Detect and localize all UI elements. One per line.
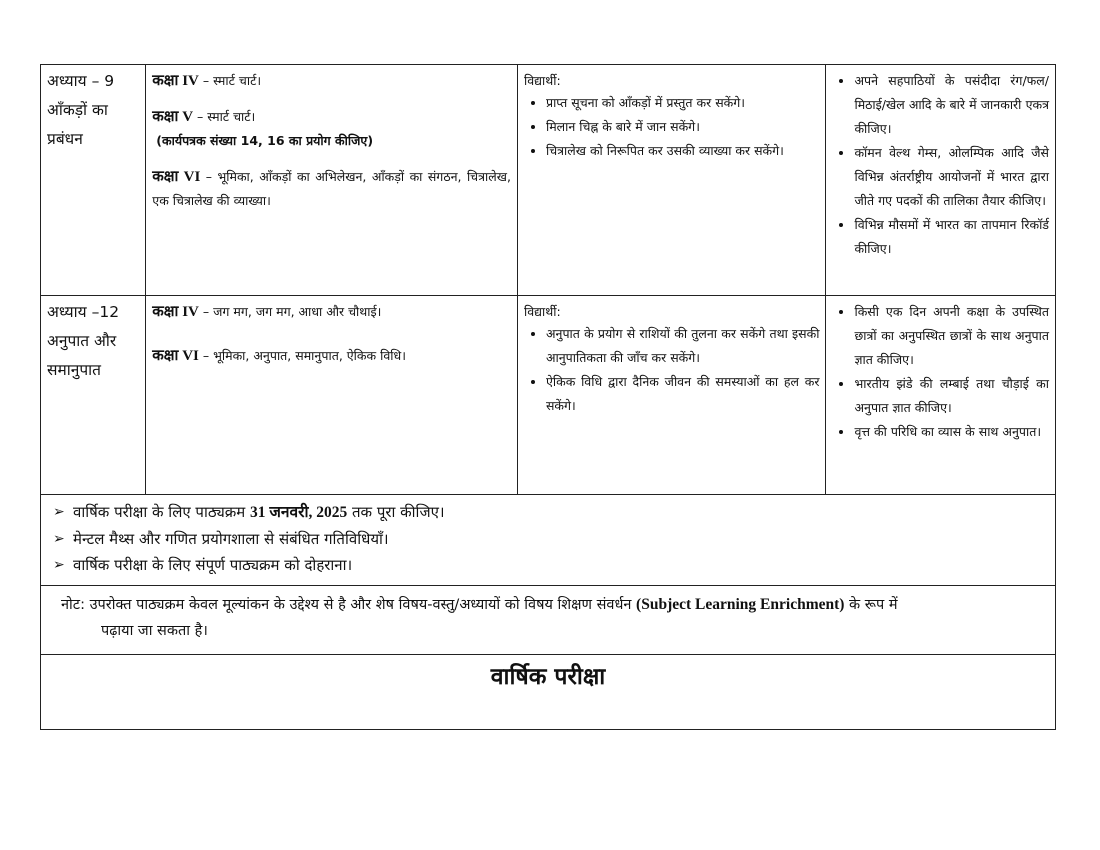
class-label: कक्षा VI: [152, 169, 201, 185]
final-heading-row: [41, 655, 1056, 730]
class-label: कक्षा IV: [152, 304, 199, 320]
list-item: • अनुपात के प्रयोग से राशियों की तुलना कर सकेंगे तथा इसकी आनुपातिकता की जाँच कर सकेंगे।: [546, 322, 820, 370]
class-text: – जग मग, जग मग, आधा और चौथाई।: [198, 304, 382, 319]
arrow-bullet-icon: ➢: [53, 531, 65, 547]
note-cell: [41, 586, 1056, 655]
list-item: • किसी एक दिन अपनी कक्षा के उपस्थित छात्रों का अनुपस्थित छात्रों के साथ अनुपात ज्ञात कीजिए।: [854, 300, 1049, 372]
deadline-date: 31 जनवरी, 2025: [250, 504, 348, 521]
instructions-cell: [41, 495, 1056, 586]
arrow-bullet-icon: ➢: [53, 557, 65, 573]
list-item: • विभिन्न मौसमों में भारत का तापमान रिकॉर्ड कीजिए।: [854, 213, 1049, 261]
syllabus-sheet: [40, 64, 1056, 730]
table-row-chapter-9: [41, 65, 1056, 296]
class-topic: [152, 300, 511, 324]
instructions-list: [53, 499, 1049, 578]
learning-outcomes-cell: [517, 296, 826, 495]
chapter-title-line: प्रबंधन: [47, 130, 83, 148]
chapter-title-line: समानुपात: [47, 361, 102, 379]
table-row-chapter-12: [41, 296, 1056, 495]
chapter-title-cell: [41, 296, 146, 495]
note-text-continued: पढ़ाया जा सकता है।: [101, 623, 208, 639]
outcomes-header: विद्यार्थी:: [523, 73, 561, 88]
activities-cell: [826, 65, 1056, 296]
class-text: – स्मार्ट चार्ट।: [193, 109, 256, 124]
final-heading-cell: [41, 655, 1056, 730]
class-topic: [152, 165, 511, 213]
class-topic: [152, 105, 511, 129]
activities-cell: [826, 296, 1056, 495]
chapter-title-line: अध्याय – 9: [47, 72, 115, 90]
class-text: – भूमिका, अनुपात, समानुपात, ऐकिक विधि।: [198, 348, 406, 363]
outcomes-list: [524, 91, 820, 163]
list-item: • ऐकिक विधि द्वारा दैनिक जीवन की समस्याओं का हल कर सकेंगे।: [546, 370, 820, 418]
list-item: ➢ वार्षिक परीक्षा के लिए संपूर्ण पाठ्यक्रम को दोहराना।: [53, 552, 1049, 578]
chapter-title-cell: [41, 65, 146, 296]
class-label: कक्षा V: [152, 109, 194, 125]
activities-list: [832, 69, 1049, 261]
list-item: • प्राप्त सूचना को आँकड़ों में प्रस्तुत कर सकेंगे।: [546, 91, 820, 115]
worksheet-note: (कार्यपत्रक संख्या 14, 16 का प्रयोग कीजिए): [156, 133, 374, 148]
note-row: [41, 586, 1056, 655]
chapter-title-line: आँकड़ों का: [47, 101, 108, 119]
class-text: – स्मार्ट चार्ट।: [198, 73, 262, 88]
chapter-title-line: अनुपात और: [47, 332, 117, 350]
class-topics-cell: [146, 65, 518, 296]
list-item: ➢ वार्षिक परीक्षा के लिए पाठ्यक्रम 31 जनवरी, 2025 तक पूरा कीजिए।: [53, 499, 1049, 526]
outcomes-list: [524, 322, 820, 418]
class-label: कक्षा VI: [152, 348, 199, 364]
class-topics-cell: [146, 296, 518, 495]
instructions-row: [41, 495, 1056, 586]
class-text: – भूमिका, आँकड़ों का अभिलेखन, आँकड़ों का संगठन, चित्रालेख, एक चित्रालेख की व्याख्या।: [152, 169, 511, 208]
list-item: • वृत्त की परिधि का व्यास के साथ अनुपात।: [854, 420, 1049, 444]
list-item: • अपने सहपाठियों के पसंदीदा रंग/फल/मिठाई/खेल आदि के बारे में जानकारी एकत्र कीजिए।: [854, 69, 1049, 141]
class-label: कक्षा IV: [152, 73, 199, 89]
list-item: • चित्रालेख को निरूपित कर उसकी व्याख्या कर सकेंगे।: [546, 139, 820, 163]
list-item: • मिलान चिह्न के बारे में जान सकेंगे।: [546, 115, 820, 139]
class-topic: [152, 344, 511, 368]
arrow-bullet-icon: ➢: [53, 504, 65, 520]
class-topic: [152, 69, 511, 93]
list-item: • भारतीय झंडे की लम्बाई तथा चौड़ाई का अनुपात ज्ञात कीजिए।: [854, 372, 1049, 420]
outcomes-header: विद्यार्थी:: [523, 304, 561, 319]
note-text: नोट: उपरोक्त पाठ्यक्रम केवल मूल्यांकन के उद्देश्य से है और शेष विषय-वस्तु/अध्यायों को विषय शिक्षण संवर्धन (Subject Learning Enrichment) के रूप में: [61, 596, 898, 613]
syllabus-table: [40, 64, 1056, 730]
list-item: • कॉमन वेल्थ गेम्स, ओलम्पिक आदि जैसे विभिन्न अंतर्राष्ट्रीय आयोजनों में भारत द्वारा जीते गए पदकों की तालिका तैयार कीजिए।: [854, 141, 1049, 213]
list-item: ➢ मेन्टल मैथ्स और गणित प्रयोगशाला से संबंधित गतिविधियाँ।: [53, 526, 1049, 552]
chapter-title-line: अध्याय –12: [47, 303, 120, 321]
learning-outcomes-cell: [517, 65, 826, 296]
activities-list: [832, 300, 1049, 444]
annual-exam-heading: वार्षिक परीक्षा: [490, 664, 606, 690]
